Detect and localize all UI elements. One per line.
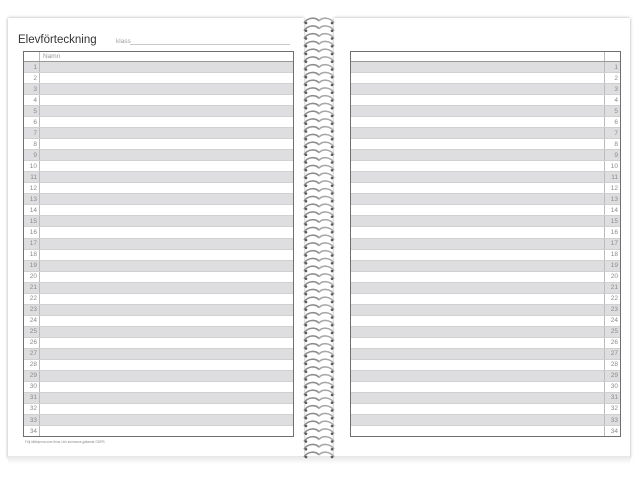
row-number: 6 <box>604 117 620 127</box>
table-row <box>24 172 293 183</box>
spiral-coil <box>304 375 334 381</box>
spiral-coil <box>304 227 334 233</box>
name-cell[interactable] <box>40 139 293 149</box>
row-number: 13 <box>604 194 620 204</box>
spiral-coil <box>304 235 334 241</box>
table-row <box>351 84 620 95</box>
row-number: 34 <box>604 426 620 436</box>
table-row <box>24 250 293 261</box>
row-number: 28 <box>24 360 40 370</box>
name-cell[interactable] <box>351 62 604 72</box>
table-row <box>24 150 293 161</box>
spiral-coil <box>304 103 334 109</box>
spiral-coil <box>304 80 334 86</box>
row-number: 1 <box>24 62 40 72</box>
table-row <box>24 161 293 172</box>
name-cell[interactable] <box>351 84 604 94</box>
spiral-coil <box>304 437 334 443</box>
spiral-coil <box>304 65 334 71</box>
name-cell[interactable] <box>40 62 293 72</box>
name-cell[interactable] <box>40 338 293 348</box>
row-number: 17 <box>24 239 40 249</box>
table-row <box>351 95 620 106</box>
left-name-grid <box>23 51 294 437</box>
spiral-coil <box>304 243 334 249</box>
table-row <box>351 415 620 426</box>
name-cell[interactable] <box>351 404 604 414</box>
name-cell[interactable] <box>40 239 293 249</box>
table-row <box>24 84 293 95</box>
spiral-coil <box>304 297 334 303</box>
row-number: 29 <box>604 371 620 381</box>
name-cell[interactable] <box>40 393 293 403</box>
table-row <box>351 349 620 360</box>
spiral-coil <box>304 398 334 404</box>
table-row <box>351 261 620 272</box>
row-number: 8 <box>604 139 620 149</box>
name-cell[interactable] <box>40 194 293 204</box>
row-number: 7 <box>24 128 40 138</box>
table-row <box>24 360 293 371</box>
left-rows <box>24 62 293 436</box>
spiral-coil <box>304 212 334 218</box>
spiral-coil <box>304 351 334 357</box>
table-row <box>24 349 293 360</box>
row-number: 30 <box>604 382 620 392</box>
class-write-line <box>130 44 290 45</box>
table-row <box>24 338 293 349</box>
name-cell[interactable] <box>351 216 604 226</box>
row-number: 21 <box>24 283 40 293</box>
right-grid-header <box>351 52 620 62</box>
row-number: 22 <box>604 294 620 304</box>
spiral-coil <box>304 258 334 264</box>
table-row <box>24 183 293 194</box>
spiral-coil <box>304 429 334 435</box>
spiral-coil <box>304 444 334 450</box>
name-cell[interactable] <box>40 272 293 282</box>
spiral-coil <box>304 266 334 272</box>
row-number: 33 <box>24 415 40 425</box>
table-row <box>351 426 620 436</box>
name-cell[interactable] <box>40 205 293 215</box>
row-number: 18 <box>604 250 620 260</box>
table-row <box>351 294 620 305</box>
spiral-coil <box>304 320 334 326</box>
spiral-coil <box>304 111 334 117</box>
table-row <box>351 73 620 84</box>
table-row <box>24 283 293 294</box>
table-row <box>351 382 620 393</box>
spiral-coil <box>304 34 334 40</box>
table-row <box>24 62 293 73</box>
spiral-coil <box>304 382 334 388</box>
row-number: 11 <box>604 172 620 182</box>
row-number: 33 <box>604 415 620 425</box>
table-row <box>24 117 293 128</box>
name-cell[interactable] <box>351 73 604 83</box>
spiral-coil <box>304 18 334 24</box>
table-row <box>351 128 620 139</box>
row-number: 23 <box>604 305 620 315</box>
spiral-coil <box>304 181 334 187</box>
table-row <box>351 106 620 117</box>
spiral-coil <box>304 189 334 195</box>
name-cell[interactable] <box>40 360 293 370</box>
table-row <box>351 393 620 404</box>
table-row <box>351 360 620 371</box>
spiral-coil <box>304 119 334 125</box>
table-row <box>351 161 620 172</box>
table-row <box>351 305 620 316</box>
row-number: 29 <box>24 371 40 381</box>
row-number: 4 <box>24 95 40 105</box>
name-cell[interactable] <box>351 128 604 138</box>
table-row <box>351 62 620 73</box>
table-row <box>24 106 293 117</box>
name-cell[interactable] <box>351 272 604 282</box>
table-row <box>24 73 293 84</box>
spiral-coil <box>304 158 334 164</box>
name-cell[interactable] <box>40 371 293 381</box>
name-cell[interactable] <box>351 150 604 160</box>
spiral-coil <box>304 452 334 458</box>
table-row <box>24 128 293 139</box>
row-number: 12 <box>604 183 620 193</box>
table-row <box>351 239 620 250</box>
name-cell[interactable] <box>351 327 604 337</box>
row-number: 22 <box>24 294 40 304</box>
spiral-coil <box>304 421 334 427</box>
row-number: 12 <box>24 183 40 193</box>
row-number: 32 <box>24 404 40 414</box>
spiral-coil <box>304 367 334 373</box>
row-number: 17 <box>604 239 620 249</box>
spiral-coil <box>304 344 334 350</box>
row-number: 9 <box>24 150 40 160</box>
table-row <box>24 227 293 238</box>
row-number: 3 <box>604 84 620 94</box>
table-row <box>24 194 293 205</box>
page-title: Elevförteckning <box>18 34 97 46</box>
table-row <box>351 327 620 338</box>
name-cell[interactable] <box>40 305 293 315</box>
row-number: 27 <box>604 349 620 359</box>
spiral-coil <box>304 413 334 419</box>
row-number: 30 <box>24 382 40 392</box>
table-row <box>24 305 293 316</box>
row-number: 19 <box>24 261 40 271</box>
name-cell[interactable] <box>40 128 293 138</box>
table-row <box>24 327 293 338</box>
row-number: 5 <box>604 106 620 116</box>
table-row <box>24 239 293 250</box>
table-row <box>24 272 293 283</box>
table-row <box>24 415 293 426</box>
name-cell[interactable] <box>40 316 293 326</box>
table-row <box>351 117 620 128</box>
table-row <box>351 227 620 238</box>
spiral-coil <box>304 305 334 311</box>
name-cell[interactable] <box>351 283 604 293</box>
row-number: 25 <box>604 327 620 337</box>
name-cell[interactable] <box>351 415 604 425</box>
spiral-coil <box>304 165 334 171</box>
spiral-coil <box>304 328 334 334</box>
right-rows <box>351 62 620 436</box>
left-grid-header <box>24 52 293 62</box>
row-number: 20 <box>24 272 40 282</box>
row-number: 2 <box>604 73 620 83</box>
name-cell[interactable] <box>40 161 293 171</box>
row-number: 28 <box>604 360 620 370</box>
row-number: 13 <box>24 194 40 204</box>
row-number: 21 <box>604 283 620 293</box>
name-cell[interactable] <box>351 183 604 193</box>
table-row <box>24 371 293 382</box>
spiral-coil <box>304 88 334 94</box>
name-cell[interactable] <box>351 382 604 392</box>
table-row <box>24 95 293 106</box>
name-cell[interactable] <box>351 95 604 105</box>
row-number: 23 <box>24 305 40 315</box>
row-number: 31 <box>24 393 40 403</box>
name-cell[interactable] <box>351 139 604 149</box>
row-number: 9 <box>604 150 620 160</box>
spiral-coil <box>304 96 334 102</box>
name-cell[interactable] <box>40 294 293 304</box>
right-name-grid <box>350 51 621 437</box>
name-cell[interactable] <box>40 349 293 359</box>
spiral-coil <box>304 204 334 210</box>
spiral-coil <box>304 150 334 156</box>
name-cell[interactable] <box>351 305 604 315</box>
row-number: 7 <box>604 128 620 138</box>
spiral-coil <box>304 127 334 133</box>
row-number: 32 <box>604 404 620 414</box>
table-row <box>351 316 620 327</box>
name-cell[interactable] <box>40 261 293 271</box>
row-number: 34 <box>24 426 40 436</box>
table-row <box>351 205 620 216</box>
name-cell[interactable] <box>351 338 604 348</box>
row-number: 1 <box>604 62 620 72</box>
row-number: 8 <box>24 139 40 149</box>
row-number: 11 <box>24 172 40 182</box>
table-row <box>351 194 620 205</box>
name-cell[interactable] <box>351 172 604 182</box>
row-number: 25 <box>24 327 40 337</box>
row-number: 16 <box>604 227 620 237</box>
name-cell[interactable] <box>351 205 604 215</box>
spiral-coil <box>304 406 334 412</box>
name-cell[interactable] <box>351 294 604 304</box>
name-cell[interactable] <box>40 216 293 226</box>
row-number: 3 <box>24 84 40 94</box>
table-row <box>24 261 293 272</box>
table-row <box>24 205 293 216</box>
spiral-binding <box>298 12 340 462</box>
name-cell[interactable] <box>351 117 604 127</box>
table-row <box>351 404 620 415</box>
row-number: 26 <box>24 338 40 348</box>
name-cell[interactable] <box>40 183 293 193</box>
row-number: 31 <box>604 393 620 403</box>
row-number: 14 <box>604 205 620 215</box>
table-row <box>24 316 293 327</box>
spiral-coil <box>304 251 334 257</box>
table-row <box>24 294 293 305</box>
table-row <box>24 404 293 415</box>
name-cell[interactable] <box>351 316 604 326</box>
table-row <box>24 216 293 227</box>
table-row <box>351 150 620 161</box>
name-cell[interactable] <box>351 194 604 204</box>
gdpr-footnote: Följ riktlinjerna som finns i din kommuns gällande GDPR. <box>25 440 106 444</box>
name-cell[interactable] <box>40 95 293 105</box>
table-row <box>351 139 620 150</box>
spiral-coil <box>304 196 334 202</box>
spiral-coil <box>304 173 334 179</box>
row-number: 10 <box>604 161 620 171</box>
name-cell[interactable] <box>351 227 604 237</box>
name-cell[interactable] <box>40 117 293 127</box>
name-cell[interactable] <box>40 404 293 414</box>
name-cell[interactable] <box>351 161 604 171</box>
table-row <box>351 272 620 283</box>
spiral-coil <box>304 26 334 32</box>
name-cell[interactable] <box>351 261 604 271</box>
row-number: 16 <box>24 227 40 237</box>
spiral-coil <box>304 274 334 280</box>
table-row <box>351 371 620 382</box>
name-cell[interactable] <box>40 250 293 260</box>
name-column-header: Namn <box>43 53 61 60</box>
table-row <box>351 172 620 183</box>
spiral-coil <box>304 336 334 342</box>
row-number: 18 <box>24 250 40 260</box>
spiral-coil <box>304 390 334 396</box>
class-label: klass <box>116 38 131 45</box>
spiral-coil <box>304 72 334 78</box>
row-number: 27 <box>24 349 40 359</box>
table-row <box>351 183 620 194</box>
name-cell[interactable] <box>40 172 293 182</box>
spiral-coil <box>304 220 334 226</box>
spiral-coil <box>304 289 334 295</box>
row-number: 4 <box>604 95 620 105</box>
row-number: 15 <box>24 216 40 226</box>
table-row <box>24 139 293 150</box>
row-number: 24 <box>24 316 40 326</box>
spiral-coil <box>304 313 334 319</box>
name-cell[interactable] <box>40 227 293 237</box>
name-cell[interactable] <box>40 84 293 94</box>
name-cell[interactable] <box>40 327 293 337</box>
row-number: 24 <box>604 316 620 326</box>
spiral-coil <box>304 134 334 140</box>
name-cell[interactable] <box>351 371 604 381</box>
row-number: 19 <box>604 261 620 271</box>
name-cell[interactable] <box>40 415 293 425</box>
table-row <box>24 393 293 404</box>
name-cell[interactable] <box>40 382 293 392</box>
row-number: 15 <box>604 216 620 226</box>
name-cell[interactable] <box>351 239 604 249</box>
row-number: 14 <box>24 205 40 215</box>
row-number: 5 <box>24 106 40 116</box>
name-cell[interactable] <box>40 73 293 83</box>
name-cell[interactable] <box>351 250 604 260</box>
table-row <box>351 250 620 261</box>
name-cell[interactable] <box>40 426 293 436</box>
name-cell[interactable] <box>351 106 604 116</box>
row-number: 26 <box>604 338 620 348</box>
name-cell[interactable] <box>351 360 604 370</box>
row-number: 2 <box>24 73 40 83</box>
spiral-coil <box>304 142 334 148</box>
row-number: 20 <box>604 272 620 282</box>
name-cell[interactable] <box>351 349 604 359</box>
name-cell[interactable] <box>40 106 293 116</box>
table-row <box>351 283 620 294</box>
spiral-coil <box>304 282 334 288</box>
table-row <box>351 216 620 227</box>
table-row <box>351 338 620 349</box>
name-cell[interactable] <box>351 426 604 436</box>
spiral-coil <box>304 359 334 365</box>
spiral-coil <box>304 41 334 47</box>
name-cell[interactable] <box>351 393 604 403</box>
spiral-coil <box>304 57 334 63</box>
name-cell[interactable] <box>40 283 293 293</box>
table-row <box>24 382 293 393</box>
row-number: 6 <box>24 117 40 127</box>
name-cell[interactable] <box>40 150 293 160</box>
row-number: 10 <box>24 161 40 171</box>
table-row <box>24 426 293 436</box>
spiral-coil <box>304 49 334 55</box>
